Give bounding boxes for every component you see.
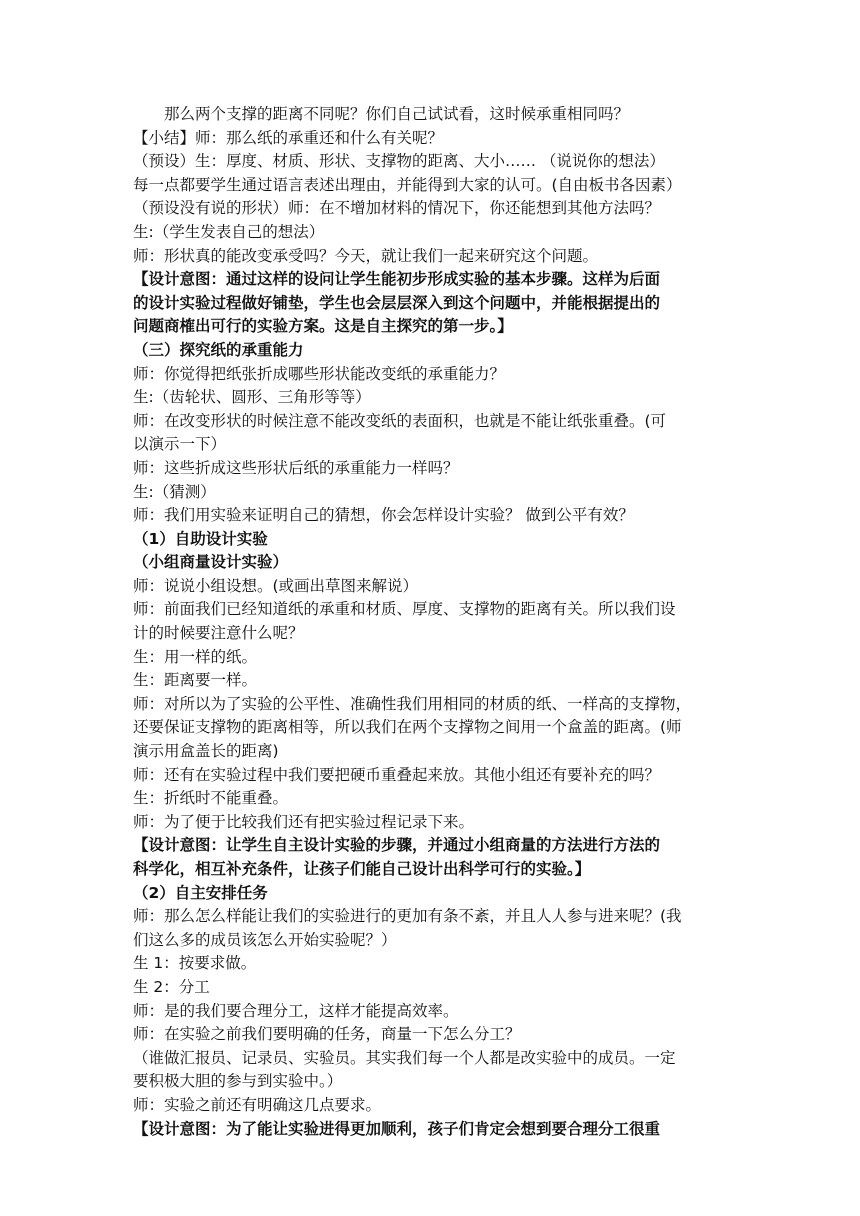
paragraph-line: 生：距离要一样。	[133, 671, 258, 690]
paragraph-line: 师：对所以为了实验的公平性、准确性我们用相同的材质的纸、一样高的支撑物，	[133, 694, 692, 713]
paragraph-line: 生：折纸时不能重叠。	[133, 789, 289, 808]
document-page	[133, 103, 733, 1141]
paragraph-line: 师：前面我们已经知道纸的承重和材质、厚度、支撑物的距离有关。所以我们设	[133, 600, 676, 619]
design-intent-line: 科学化，相互补充条件，让孩子们能自己设计出科学可行的实验。】	[133, 860, 591, 878]
paragraph-line: 还要保证支撑物的距离相等，所以我们在两个支撑物之间用一个盒盖的距离。(师	[133, 718, 682, 737]
paragraph-line: 计的时候要注意什么呢？	[133, 624, 304, 643]
paragraph-line: 生 2：分工	[133, 977, 210, 996]
paragraph-line: 师：为了便于比较我们还有把实验过程记录下来。	[133, 812, 475, 831]
subsection-heading: （1）自助设计实验	[133, 529, 268, 548]
design-intent-line: 的设计实验过程做好铺垫，学生也会层层深入到这个问题中，并能根据提出的	[133, 293, 661, 312]
paragraph-line: 师：实验之前还有明确这几点要求。	[133, 1095, 382, 1114]
paragraph-line: 师：在实验之前我们要明确的任务，商量一下怎么分工？	[133, 1025, 521, 1044]
paragraph-line: 师：你觉得把纸张折成哪些形状能改变纸的承重能力？	[133, 364, 506, 383]
paragraph-line: 生:（猜测）	[133, 482, 216, 501]
paragraph-line: （谁做汇报员、记录员、实验员。其实我们每一个人都是改实验中的成员。一定	[133, 1048, 676, 1067]
design-intent-line: 【设计意图：通过这样的设问让学生能初步形成实验的基本步骤。这样为后面	[133, 270, 661, 289]
design-intent-line: 【设计意图：让学生自主设计实验的步骤，并通过小组商量的方法进行方法的	[133, 836, 661, 855]
paragraph-line: 师：我们用实验来证明自己的猜想，你会怎样设计实验？ 做到公平有效？	[133, 506, 634, 525]
paragraph-line: 生：用一样的纸。	[133, 647, 258, 666]
paragraph-line: （预设没有说的形状）师：在不增加材料的情况下，你还能想到其他方法吗？	[133, 199, 661, 218]
design-intent-line: 问题商榷出可行的实验方案。这是自主探究的第一步。】	[133, 317, 513, 336]
subsection-heading: （小组商量设计实验）	[133, 553, 289, 572]
subsection-heading: （2）自主安排任务	[133, 883, 268, 902]
paragraph-line: 要积极大胆的参与到实验中。）	[133, 1072, 343, 1091]
paragraph-line: 那么两个支撑的距离不同呢？你们自己试试看，这时候承重相同吗？	[164, 105, 630, 123]
paragraph-line: 生:（学生发表自己的想法）	[133, 222, 325, 241]
summary-line: 【小结】师：那么纸的承重还和什么有关呢？	[133, 128, 444, 147]
paragraph-line: 师：是的我们要合理分工，这样才能提高效率。	[133, 1001, 459, 1020]
design-intent-line: 【设计意图：为了能让实验进得更加顺利，孩子们肯定会想到要合理分工很重	[133, 1119, 661, 1138]
paragraph-line: 师：形状真的能改变承受吗？今天，就让我们一起来研究这个问题。	[133, 246, 599, 265]
paragraph-line: 们这么多的成员该怎么开始实验呢？）	[133, 930, 397, 949]
paragraph-line: 师：那么怎么样能让我们的实验进行的更加有条不紊，并且人人参与进来呢？(我	[133, 907, 682, 926]
paragraph-line: （预设）生：厚度、材质、形状、支撑物的距离、大小…… （说说你的想法）	[133, 152, 665, 171]
paragraph-line: 师：这些折成这些形状后纸的承重能力一样吗？	[133, 458, 459, 477]
paragraph-line: 师：说说小组设想。(或画出草图来解说）	[133, 576, 419, 595]
paragraph-line: 演示用盒盖长的距离)	[133, 742, 279, 761]
paragraph-line: 生:（齿轮状、圆形、三角形等等）	[133, 388, 371, 407]
paragraph-line: 生 1：按要求做。	[133, 954, 257, 973]
paragraph-line: 以演示一下）	[133, 435, 227, 454]
paragraph-line: 每一点都要学生通过语言表述出理由，并能得到大家的认可。(自由板书各因素）	[133, 175, 682, 194]
paragraph-line: 师：还有在实验过程中我们要把硬币重叠起来放。其他小组还有要补充的吗？	[133, 765, 661, 784]
section-heading: （三）探究纸的承重能力	[133, 340, 304, 359]
paragraph-line: 师：在改变形状的时候注意不能改变纸的表面积，也就是不能让纸张重叠。(可	[133, 411, 667, 430]
